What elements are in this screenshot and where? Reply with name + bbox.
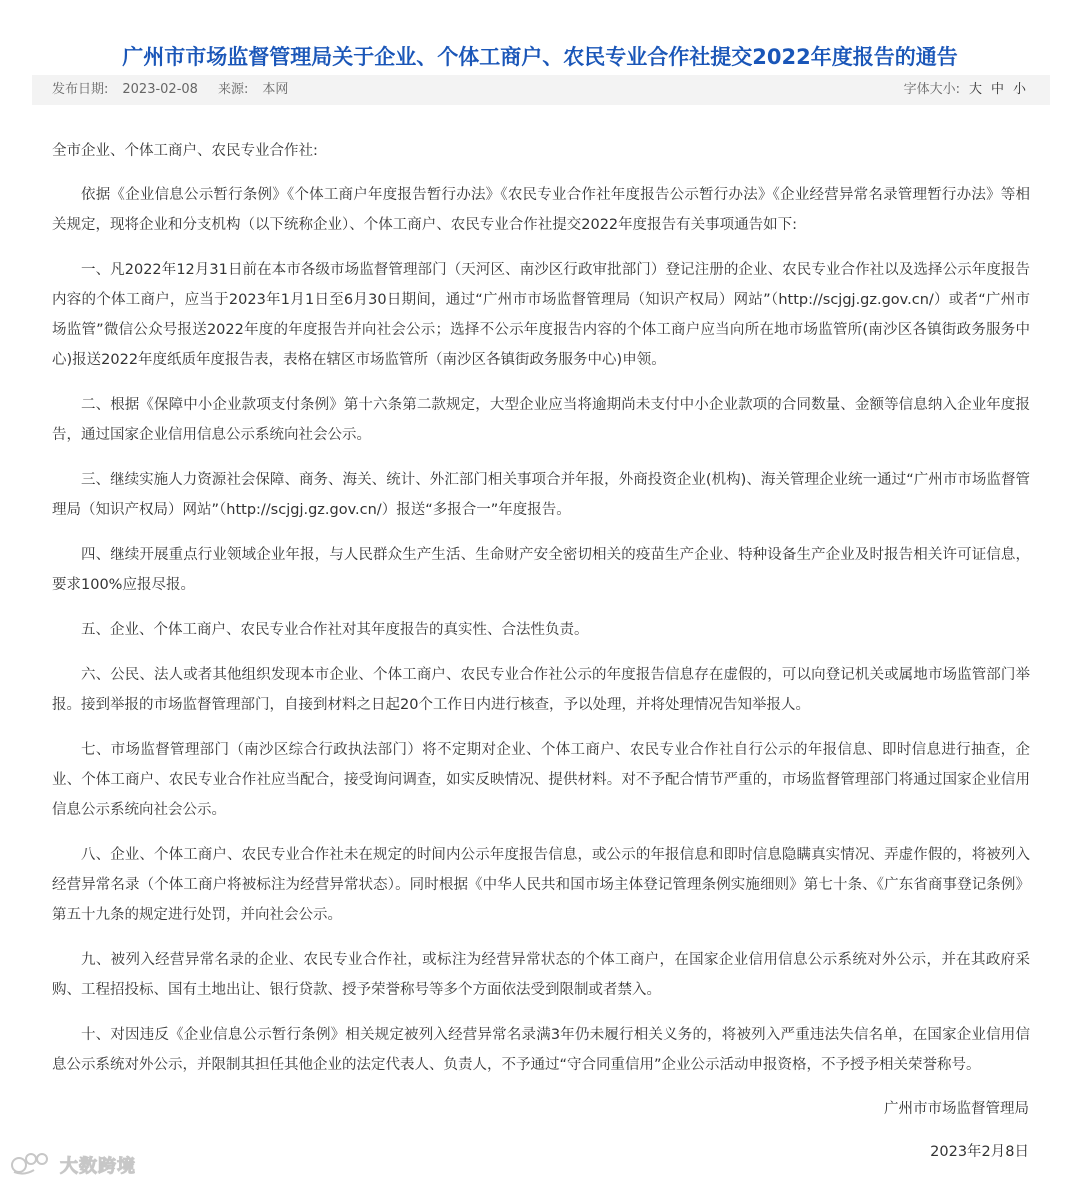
- paragraph-3: 三、继续实施人力资源社会保障、商务、海关、统计、外汇部门相关事项合并年报，外商投资企业(机构)、海关管理企业统一通过“广州市市场监督管理局（知识产权局）网站”（http://scjgj.gz.gov.cn/）报送“多报合一”年度报告。: [52, 472, 1030, 518]
- paragraph-6: 六、公民、法人或者其他组织发现本市企业、个体工商户、农民专业合作社公示的年度报告信息存在虚假的，可以向登记机关或属地市场监管部门举报。接到举报的市场监督管理部门，自接到材料之日起20个工作日内进行核查，予以处理，并将处理情况告知举报人。: [52, 667, 1030, 713]
- article-meta-bar: [32, 75, 1050, 105]
- paragraph-intro: 依据《企业信息公示暂行条例》《个体工商户年度报告暂行办法》《农民专业合作社年度报告公示暂行办法》《企业经营异常名录管理暂行办法》等相关规定，现将企业和分支机构（以下统称企业）、个体工商户、农民专业合作社提交2022年度报告有关事项通告如下:: [52, 187, 1030, 233]
- article-meta-info: [52, 75, 302, 105]
- font-size-switcher: [904, 75, 1026, 105]
- source-value: 本网: [262, 82, 289, 97]
- paragraph-5: 五、企业、个体工商户、农民专业合作社对其年度报告的真实性、合法性负责。: [81, 622, 589, 638]
- publish-date-value: 2023-02-08: [122, 82, 198, 97]
- font-size-large-button[interactable]: 大: [968, 82, 982, 97]
- paragraph-4: 四、继续开展重点行业领域企业年报，与人民群众生产生活、生命财产安全密切相关的疫苗生产企业、特种设备生产企业及时报告相关许可证信息，要求100%应报尽报。: [52, 547, 1030, 593]
- paragraph-2: 二、根据《保障中小企业款项支付条例》第十六条第二款规定，大型企业应当将逾期尚未支付中小企业款项的合同数量、金额等信息纳入企业年度报告，通过国家企业信用信息公示系统向社会公示。: [52, 397, 1030, 443]
- article-body: [52, 136, 1030, 1095]
- paragraph-7: 七、市场监督管理部门（南沙区综合行政执法部门）将不定期对企业、个体工商户、农民专业合作社自行公示的年报信息、即时信息进行抽查，企业、个体工商户、农民专业合作社应当配合，接受询问调查，如实反映情况、提供材料。对不予配合情节严重的，市场监督管理部门将通过国家企业信用信息公示系统向社会公示。: [52, 742, 1030, 818]
- paragraph-1: 一、凡2022年12月31日前在本市各级市场监督管理部门（天河区、南沙区行政审批部门）登记注册的企业、农民专业合作社以及选择公示年度报告内容的个体工商户，应当于2023年1月1日至6月30日期间，通过“广州市市场监督管理局（知识产权局）网站”（http://scjgj.gz.gov.cn/）或者“广州市场监管”微信公众号报送2022年度的年度报告并向社会公示；选择不公示年度报告内容的个体工商户应当向所在地市场监管所(南沙区各镇街政务服务中心)报送2022年度纸质年度报告表，表格在辖区市场监管所（南沙区各镇街政务服务中心)申领。: [52, 262, 1030, 368]
- paragraph-10: 十、对因违反《企业信息公示暂行条例》相关规定被列入经营异常名录满3年仍未履行相关义务的，将被列入严重违法失信名单，在国家企业信用信息公示系统对外公示，并限制其担任其他企业的法定代表人、负责人，不予通过“守合同重信用”企业公示活动申报资格，不予授予相关荣誉称号。: [52, 1027, 1030, 1073]
- signature-date: 2023年2月8日: [930, 1144, 1029, 1160]
- salutation: 全市企业、个体工商户、农民专业合作社:: [52, 143, 318, 159]
- watermark-logo-icon: [10, 1150, 54, 1180]
- font-size-label: 字体大小:: [903, 82, 960, 97]
- watermark-text: 大数跨境: [60, 1156, 136, 1177]
- signature-organization: 广州市市场监督管理局: [884, 1101, 1029, 1117]
- watermark: [10, 1149, 136, 1181]
- publish-date-label: 发布日期:: [52, 82, 109, 97]
- paragraph-8: 八、企业、个体工商户、农民专业合作社未在规定的时间内公示年度报告信息，或公示的年报信息和即时信息隐瞒真实情况、弄虚作假的，将被列入经营异常名录（个体工商户将被标注为经营异常状态）。同时根据《中华人民共和国市场主体登记管理条例实施细则》第七十条、《广东省商事登记条例》第五十九条的规定进行处罚，并向社会公示。: [52, 847, 1030, 923]
- page-title: 广州市市场监督管理局关于企业、个体工商户、农民专业合作社提交2022年度报告的通告: [122, 45, 958, 70]
- font-size-medium-button[interactable]: 中: [990, 82, 1004, 97]
- font-size-small-button[interactable]: 小: [1012, 82, 1026, 97]
- source-label: 来源:: [217, 82, 249, 97]
- paragraph-9: 九、被列入经营异常名录的企业、农民专业合作社，或标注为经营异常状态的个体工商户，在国家企业信用信息公示系统对外公示，并在其政府采购、工程招投标、国有土地出让、银行贷款、授予荣誉称号等多个方面依法受到限制或者禁入。: [52, 952, 1030, 998]
